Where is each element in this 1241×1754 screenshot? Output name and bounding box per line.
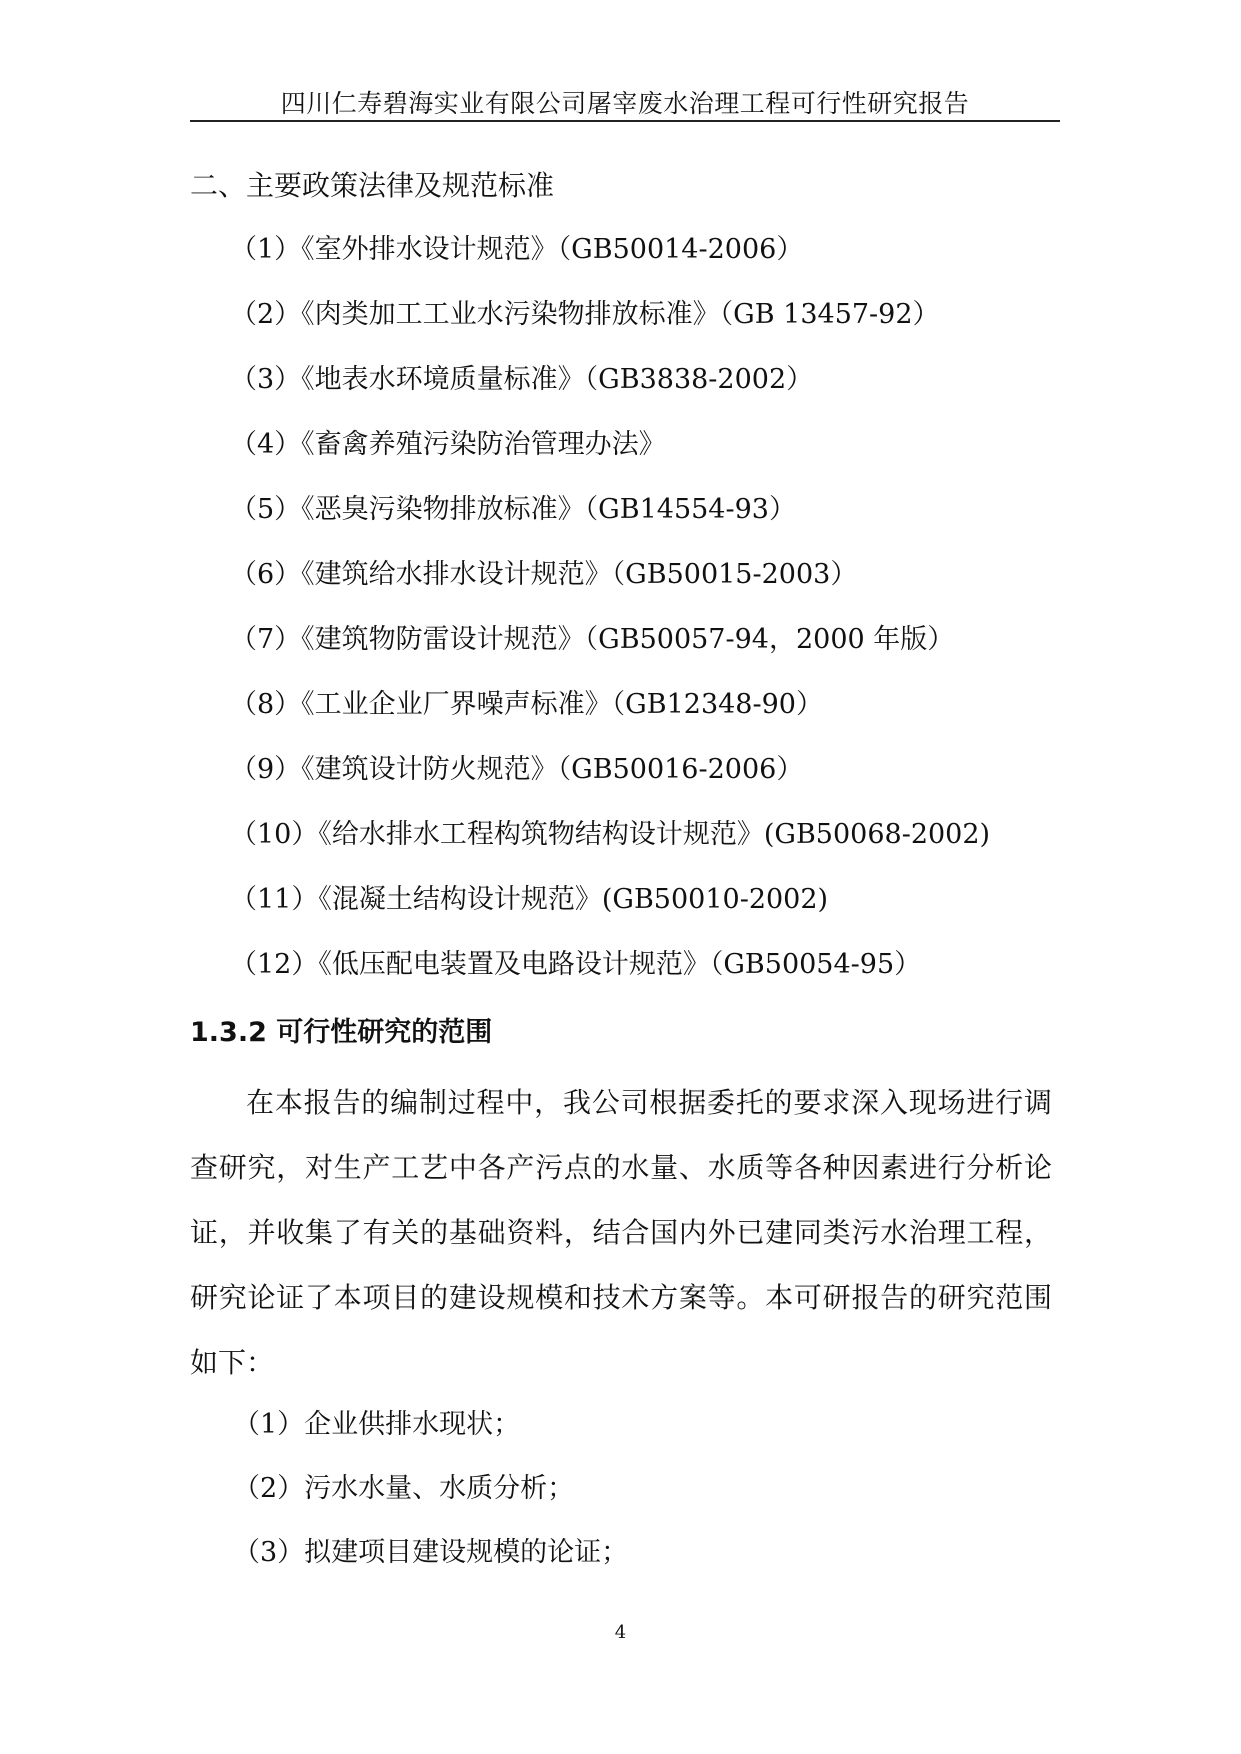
standard-item: （7）《建筑物防雷设计规范》（GB50057-94，2000 年版） bbox=[230, 624, 955, 655]
standard-item: （8）《工业企业厂界噪声标准》（GB12348-90） bbox=[230, 689, 823, 720]
standard-item: （6）《建筑给水排水设计规范》（GB50015-2003） bbox=[230, 559, 858, 590]
standard-item: （10）《给水排水工程构筑物结构设计规范》(GB50068-2002) bbox=[230, 819, 991, 850]
header-divider bbox=[190, 120, 1060, 122]
scope-list bbox=[233, 1405, 628, 1597]
standard-item: （2）《肉类加工工业水污染物排放标准》（GB 13457-92） bbox=[230, 299, 940, 330]
scope-item: （3）拟建项目建设规模的论证； bbox=[233, 1537, 629, 1568]
section-title: 二、主要政策法律及规范标准 bbox=[190, 169, 555, 202]
scope-paragraph: 在本报告的编制过程中，我公司根据委托的要求深入现场进行调查研究，对生产工艺中各产污点的水量、水质等各种因素进行分析论证，并收集了有关的基础资料，结合国内外已建同类污水治理工程，研究论证了本项目的建设规模和技术方案等。本可研报告的研究范围如下： bbox=[190, 1086, 1052, 1379]
scope-item: （2）污水水量、水质分析； bbox=[233, 1473, 575, 1504]
subsection-heading: 1.3.2 可行性研究的范围 bbox=[190, 1017, 493, 1048]
scope-item: （1）企业供排水现状； bbox=[233, 1409, 521, 1440]
standard-item: （1）《室外排水设计规范》（GB50014-2006） bbox=[230, 234, 804, 265]
standard-item: （5）《恶臭污染物排放标准》（GB14554-93） bbox=[230, 494, 796, 525]
standard-item: （9）《建筑设计防火规范》（GB50016-2006） bbox=[230, 754, 804, 785]
standard-item: （4）《畜禽养殖污染防治管理办法》 bbox=[230, 429, 666, 460]
standard-item: （12）《低压配电装置及电路设计规范》（GB50054-95） bbox=[230, 949, 922, 980]
running-header: 四川仁寿碧海实业有限公司屠宰废水治理工程可行性研究报告 bbox=[280, 89, 970, 118]
standards-list bbox=[230, 230, 990, 1010]
page-number: 4 bbox=[614, 1622, 627, 1643]
standard-item: （3）《地表水环境质量标准》（GB3838-2002） bbox=[230, 364, 814, 395]
standard-item: （11）《混凝土结构设计规范》(GB50010-2002) bbox=[230, 884, 829, 915]
